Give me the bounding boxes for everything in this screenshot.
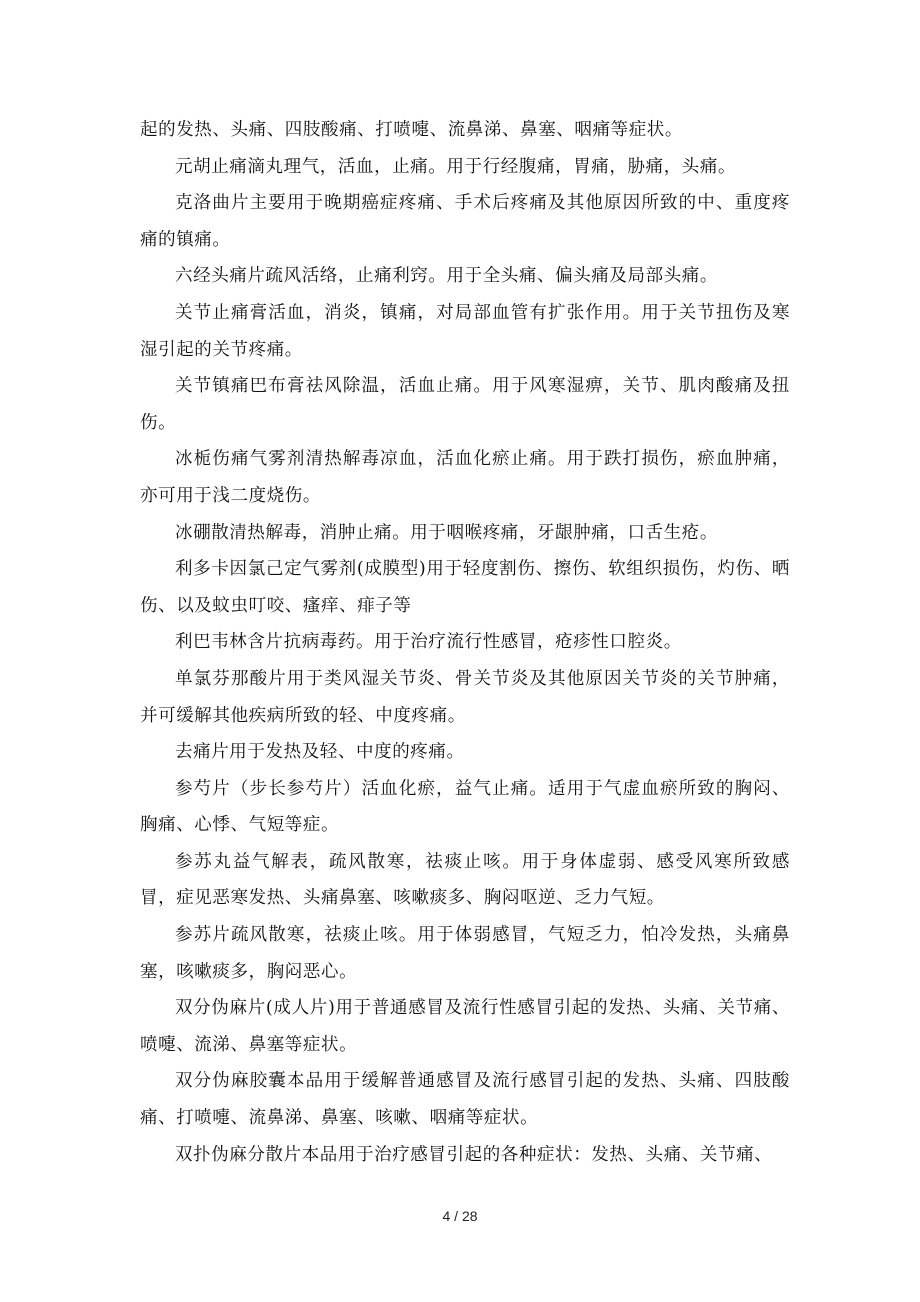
paragraph: 元胡止痛滴丸理气，活血，止痛。用于行经腹痛，胃痛，胁痛，头痛。 bbox=[175, 156, 737, 177]
document-body bbox=[140, 112, 790, 1173]
paragraph: 参苏丸益气解表，疏风散寒，祛痰止咳。用于身体虚弱、感受风寒所致感冒，症见恶寒发热、头痛鼻塞、咳嗽痰多、胸闷呕逆、乏力气短。 bbox=[140, 851, 790, 909]
paragraph: 关节镇痛巴布膏祛风除温，活血止痛。用于风寒湿痹，关节、肌肉酸痛及扭伤。 bbox=[140, 376, 790, 433]
paragraph: 起的发热、头痛、四肢酸痛、打喷嚏、流鼻涕、鼻塞、咽痛等症状。 bbox=[140, 120, 683, 140]
paragraph: 关节止痛膏活血，消炎，镇痛，对局部血管有扩张作用。用于关节扭伤及寒湿引起的关节疼痛。 bbox=[140, 302, 790, 360]
paragraph: 利巴韦林含片抗病毒药。用于治疗流行性感冒，疮疹性口腔炎。 bbox=[175, 632, 682, 653]
paragraph: 参芍片（步长参芍片）活血化瘀，益气止痛。适用于气虚血瘀所致的胸闷、胸痛、心悸、气短等症。 bbox=[140, 778, 790, 836]
paragraph: 单氯芬那酸片用于类风湿关节炎、骨关节炎及其他原因关节炎的关节肿痛，并可缓解其他疾病所致的轻、中度疼痛。 bbox=[140, 668, 790, 726]
paragraph: 双分伪麻片(成人片)用于普通感冒及流行性感冒引起的发热、头痛、关节痛、喷嚏、流涕、鼻塞等症状。 bbox=[140, 998, 790, 1055]
paragraph: 冰栀伤痛气雾剂清热解毒凉血，活血化瘀止痛。用于跌打损伤，瘀血肿痛，亦可用于浅二度烧伤。 bbox=[140, 449, 790, 506]
paragraph: 去痛片用于发热及轻、中度的疼痛。 bbox=[175, 742, 465, 763]
paragraph: 克洛曲片主要用于晚期癌症疼痛、手术后疼痛及其他原因所致的中、重度疼痛的镇痛。 bbox=[140, 193, 790, 250]
paragraph: 参苏片疏风散寒，祛痰止咳。用于体弱感冒，气短乏力，怕冷发热，头痛鼻塞，咳嗽痰多，胸闷恶心。 bbox=[140, 925, 790, 982]
page-number: 4 / 28 bbox=[442, 1208, 478, 1224]
paragraph: 冰硼散清热解毒，消肿止痛。用于咽喉疼痛，牙龈肿痛，口舌生疮。 bbox=[175, 522, 718, 543]
paragraph: 六经头痛片疏风活络，止痛利窍。用于全头痛、偏头痛及局部头痛。 bbox=[175, 266, 718, 287]
paragraph: 双扑伪麻分散片本品用于治疗感冒引起的各种症状：发热、头痛、关节痛、 bbox=[175, 1144, 773, 1165]
paragraph: 双分伪麻胶囊本品用于缓解普通感冒及流行感冒引起的发热、头痛、四肢酸痛、打喷嚏、流鼻涕、鼻塞、咳嗽、咽痛等症状。 bbox=[140, 1071, 790, 1129]
paragraph: 利多卡因氯己定气雾剂(成膜型)用于轻度割伤、擦伤、软组织损伤，灼伤、晒伤、以及蚊虫叮咬、瘙痒、痱子等 bbox=[140, 559, 790, 616]
